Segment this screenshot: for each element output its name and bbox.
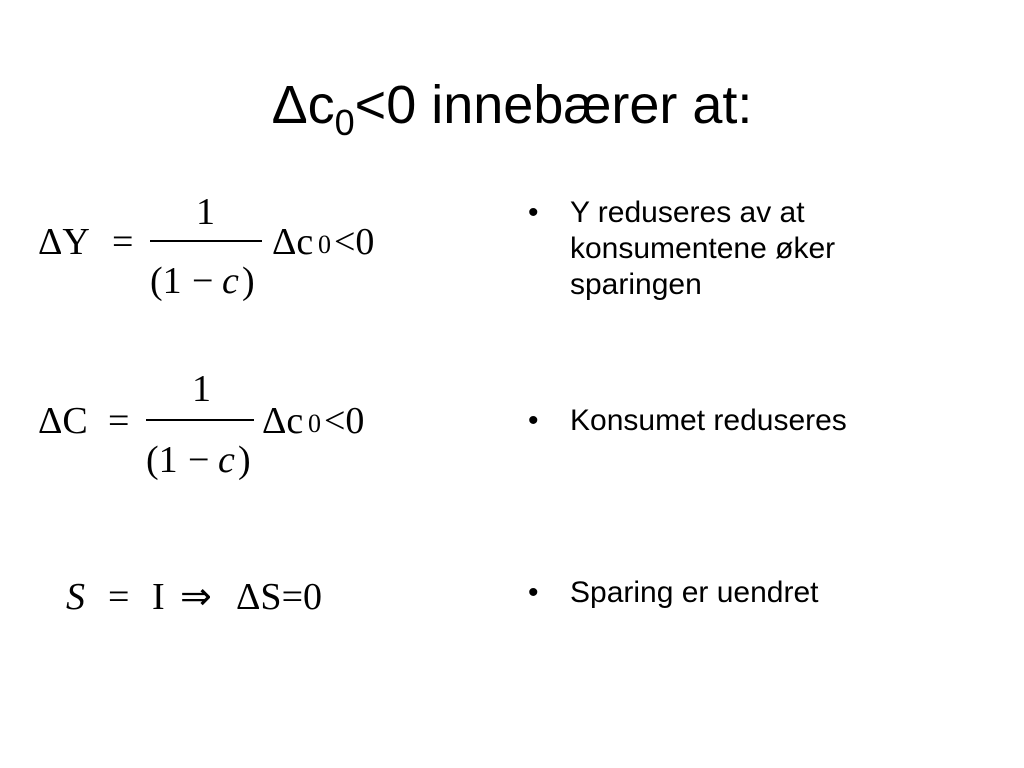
eq2-lhs: ΔC	[38, 400, 88, 442]
title-prefix: Δc	[271, 75, 335, 135]
eq3-i: I	[152, 576, 165, 618]
eq1-sub: 0	[318, 230, 331, 259]
eq2-delta-c: Δc	[262, 400, 304, 442]
eq3-s: S	[66, 576, 85, 618]
bullet-marker: •	[528, 404, 539, 437]
eq1-equals: =	[112, 221, 134, 263]
equation-savings	[0, 0, 500, 768]
eq1-delta-c: Δc	[272, 221, 314, 263]
eq2-numerator: 1	[192, 368, 211, 410]
eq1-var: c	[222, 260, 239, 302]
eq1-den-open: (1	[150, 260, 182, 302]
eq3-equals: =	[108, 576, 130, 618]
eq1-minus: −	[192, 260, 214, 302]
bullet-text: Konsumet reduseres	[570, 404, 847, 437]
eq2-equals: =	[108, 400, 130, 442]
bullet-marker: •	[528, 196, 539, 229]
eq1-den-close: )	[242, 260, 255, 302]
eq2-minus: −	[188, 439, 210, 481]
eq2-var: c	[218, 439, 235, 481]
eq3-rhs: ΔS=0	[236, 576, 323, 618]
eq2-den-open: (1	[146, 439, 178, 481]
eq1-numerator: 1	[196, 191, 215, 233]
eq3-implies: ⇒	[180, 576, 212, 618]
eq1-rel: <0	[334, 221, 375, 263]
bullet-text: Sparing er uendret	[570, 576, 819, 609]
title-suffix: <0 innebærer at:	[354, 75, 753, 135]
bullet-marker: •	[528, 576, 539, 609]
eq1-lhs: ΔY	[38, 221, 90, 263]
eq2-rel: <0	[324, 400, 365, 442]
eq2-sub: 0	[308, 409, 321, 438]
eq2-den-close: )	[238, 439, 251, 481]
bullet-text: Y reduseres av at konsumentene øker sparingen	[570, 196, 836, 301]
title-subscript: 0	[334, 102, 355, 143]
